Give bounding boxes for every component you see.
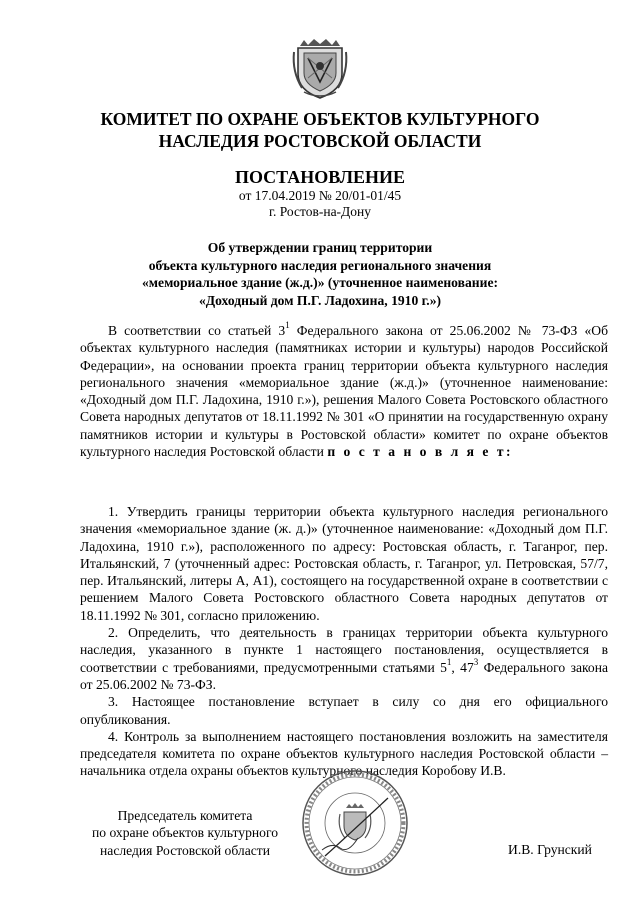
item-2-text-c: Федерального закона от 25.06.2002 № 73-ФЗ. [80, 659, 609, 692]
document-date-number: от 17.04.2019 № 20/01-01/45 [238, 188, 402, 203]
committee-title [60, 108, 580, 152]
committee-title-line1: КОМИТЕТ ПО ОХРАНЕ ОБЪЕКТОВ КУЛЬТУРНОГО [100, 109, 540, 129]
item-2-sup-2: 3 [473, 657, 479, 668]
preamble-sup: 1 [285, 320, 290, 331]
preamble-text-a: В соответствии со статьей 3 [108, 323, 286, 338]
coat-of-arms-icon [290, 38, 350, 100]
subject-line1: Об утверждении границ территории [207, 240, 433, 255]
item-4: 4. Контроль за выполнением настоящего постановления возложить на заместителя председателя комитета по охране объектов культурного наследия Ростовской области – начальника отдела охраны объектов культурного наследия Коробову И.В. [80, 728, 608, 779]
signatory-position [80, 807, 290, 859]
resolution-items [80, 503, 608, 780]
item-2-text-b: , 47 [451, 659, 474, 675]
document-subject [90, 239, 550, 309]
resolve-word: п о с т а н о в л я е т: [327, 444, 514, 460]
subject-line2: объекта культурного наследия регионального значения [148, 257, 492, 273]
item-2-sup-1: 1 [446, 657, 452, 668]
subject-line4: «Доходный дом П.Г. Ладохина, 1910 г.») [198, 292, 442, 308]
signatory-position-line3: наследия Ростовской области [100, 842, 270, 858]
item-3: 3. Настоящее постановление вступает в силу со дня его официального опубликования. [80, 694, 608, 727]
signatory-position-line2: по охране объектов культурного [91, 825, 279, 841]
signatory-name: И.В. Грунский [508, 842, 592, 857]
document-city: г. Ростов-на-Дону [268, 204, 371, 219]
preamble-text-b: Федерального закона от 25.06.2002 № 73-ФЗ «Об объектах культурного наследия (памятниках истории и культуры) народов Российской Федерации», на основании проекта границ территории объекта культурного наследия регионального значения «мемориальное здание (ж.д.)» (уточненное наименование: «Доходный дом П.Г. Ладохина, 1910 г.»), решения Малого Совета Ростовского областного Совета народных депутатов от 18.11.1992 № 301 «О принятии на государственную охрану памятников истории и культуры в Ростовской области» комитет по охране объектов культурного наследия Ростовской области [80, 323, 608, 460]
preamble-paragraph [80, 322, 608, 460]
official-seal-icon [300, 768, 410, 878]
signatory-position-line1: Председатель комитета [117, 808, 253, 823]
item-2-text-a: 2. Определить, что деятельность в границах территории объекта культурного наследия, указанного в пункте 1 настоящего постановления, осуществляется в соответствии с требованиями, предусмотренными статьями 5 [80, 625, 608, 675]
item-2 [80, 624, 608, 693]
item-1: 1. Утвердить границы территории объекта культурного наследия регионального значения «мемориальное здание (ж. д.)» (уточненное наименование: «Доходный дом П.Г. Ладохина, 1910 г.»), расположенного по адресу: Ростовская область, г. Таганрог, пер. Итальянский, 7 (уточненный адрес: Ростовская область, г. Таганрог, ул. Петровская, 57/7, пер. Итальянский, литеры А, А1), состоящего на государственной охране в соответствии с решением Малого Совета Ростовского областного Совета народных депутатов от 18.11.1992 № 301, согласно приложению. [80, 504, 608, 623]
subject-line3: «мемориальное здание (ж.д.)» (уточненное наименование: [141, 275, 499, 290]
committee-title-line2: НАСЛЕДИЯ РОСТОВСКОЙ ОБЛАСТИ [158, 131, 482, 151]
document-type: ПОСТАНОВЛЕНИЕ [234, 167, 406, 187]
